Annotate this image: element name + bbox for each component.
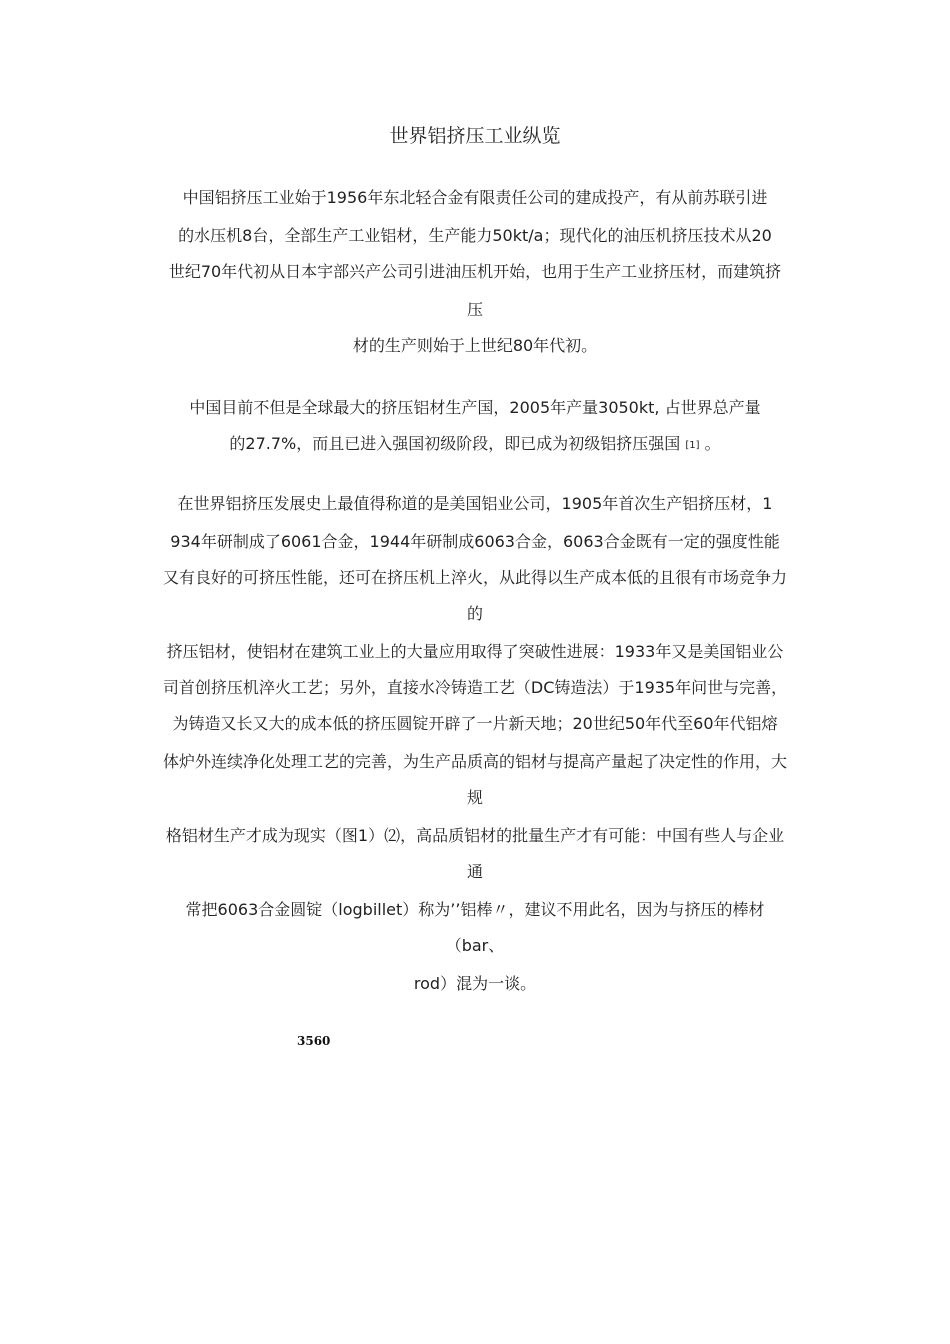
paragraph-3-line-4: 的 xyxy=(466,604,483,623)
paragraph-1-line-4: 压 xyxy=(466,300,483,319)
paragraph-3-line-14: rod）混为一谈。 xyxy=(413,974,537,993)
paragraph-2-line-2-end: 。 xyxy=(704,434,721,453)
document-title: 世界铝挤压工业纵览 xyxy=(389,125,561,147)
paragraph-1-line-3: 世纪70年代初从日本宇部兴产公司引进油压机开始，也用于生产工业挤压材，而建筑挤 xyxy=(168,262,782,281)
paragraph-3-line-10: 格铝材生产才成为现实（图1）⑵，高品质铝材的批量生产才有可能：中国有些人与企业 xyxy=(165,826,785,845)
paragraph-1-line-2: 的水压机8台，全部生产工业铝材，生产能力50kt/a；现代化的油压机挤压技术从20 xyxy=(178,226,772,245)
paragraph-1-line-5: 材的生产则始于上世纪80年代初。 xyxy=(352,336,598,355)
paragraph-3-line-3: 又有良好的可挤压性能，还可在挤压机上淬火，从此得以生产成本低的且很有市场竞争力 xyxy=(162,568,787,587)
paragraph-3-line-13: （bar、 xyxy=(445,936,505,955)
paragraph-3-line-5: 挤压铝材，使铝材在建筑工业上的大量应用取得了突破性进展：1933年又是美国铝业公 xyxy=(166,642,784,661)
paragraph-3-line-11: 通 xyxy=(466,862,483,881)
paragraph-3-line-9: 规 xyxy=(466,788,483,807)
paragraph-2-line-1: 中国目前不但是全球最大的挤压铝材生产国，2005年产量3050kt, 占世界总产量 xyxy=(189,398,761,417)
paragraph-3-line-6: 司首创挤压机淬火工艺；另外，直接水冷铸造工艺（DC铸造法）于1935年问世与完善， xyxy=(162,678,788,697)
paragraph-3-line-8: 体炉外连续净化处理工艺的完善，为生产品质高的铝材与提高产量起了决定性的作用，大 xyxy=(162,752,787,771)
page-number: 3560 xyxy=(297,1034,331,1048)
paragraph-2-line-2-text: 的27.7%，而且已进入强国初级阶段，即已成为初级铝挤压强国 xyxy=(229,434,681,453)
paragraph-3-line-7: 为铸造又长又大的成本低的挤压圆锭开辟了一片新天地；20世纪50年代至60年代铝熔 xyxy=(172,714,778,733)
paragraph-3-line-2: 934年研制成了6061合金，1944年研制成6063合金，6063合金既有一定的强度性能 xyxy=(170,532,780,551)
paragraph-3-line-12: 常把6063合金圆锭（logbillet）称为’’铝棒〃，建议不用此名，因为与挤压的棒材 xyxy=(185,900,765,919)
paragraph-1-line-1: 中国铝挤压工业始于1956年东北轻合金有限责任公司的建成投产，有从前苏联引进 xyxy=(182,188,768,207)
paragraph-2-line-2 xyxy=(130,432,820,458)
citation-reference: [1] xyxy=(685,440,700,451)
paragraph-3-line-1: 在世界铝挤压发展史上最值得称道的是美国铝业公司，1905年首次生产铝挤压材，1 xyxy=(177,494,773,513)
